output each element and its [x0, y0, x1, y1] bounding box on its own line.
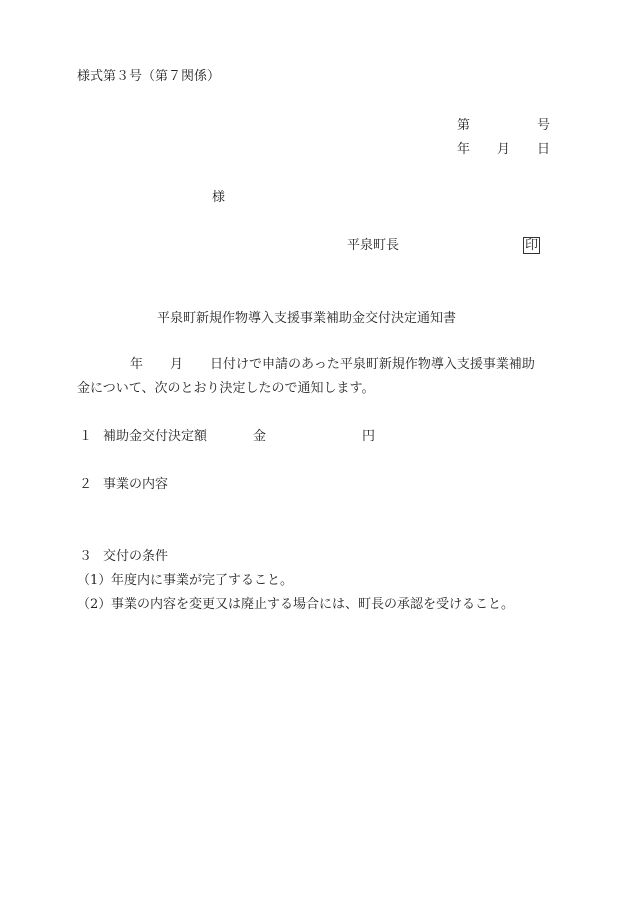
issuer-name: 平泉町長: [347, 238, 400, 253]
date-month-label: 月: [497, 142, 511, 157]
document-title: 平泉町新規作物導入支援事業補助金交付決定通知書: [157, 311, 457, 326]
item-1-unit: 円: [362, 429, 376, 444]
form-number: 様式第３号（第７関係）: [77, 69, 221, 84]
condition-1-number: （1）: [77, 573, 112, 588]
item-1-label: 補助金交付決定額: [103, 429, 208, 444]
body-date-month: 月: [170, 357, 184, 372]
seal-mark: 印: [525, 238, 539, 253]
document-number-suffix: 号: [537, 118, 551, 133]
body-line-1: 日付けで申請のあった平泉町新規作物導入支援事業補助: [210, 357, 535, 372]
document-number-prefix: 第: [457, 118, 471, 133]
item-1-currency: 金: [253, 429, 267, 444]
item-2-number: ２: [79, 477, 93, 492]
body-date-year: 年: [130, 357, 144, 372]
item-1-number: １: [79, 429, 93, 444]
item-3-label: 交付の条件: [103, 549, 169, 564]
condition-2-text: 事業の内容を変更又は廃止する場合には、町長の承認を受けること。: [111, 597, 515, 612]
condition-2-number: （2）: [77, 597, 112, 612]
item-2-label: 事業の内容: [103, 477, 169, 492]
condition-1-text: 年度内に事業が完了すること。: [111, 573, 294, 588]
body-line-2: 金について、次のとおり決定したので通知します。: [77, 381, 375, 396]
date-year-label: 年: [457, 142, 471, 157]
recipient-suffix: 様: [212, 190, 226, 205]
item-3-number: ３: [79, 549, 93, 564]
date-day-label: 日: [537, 142, 551, 157]
